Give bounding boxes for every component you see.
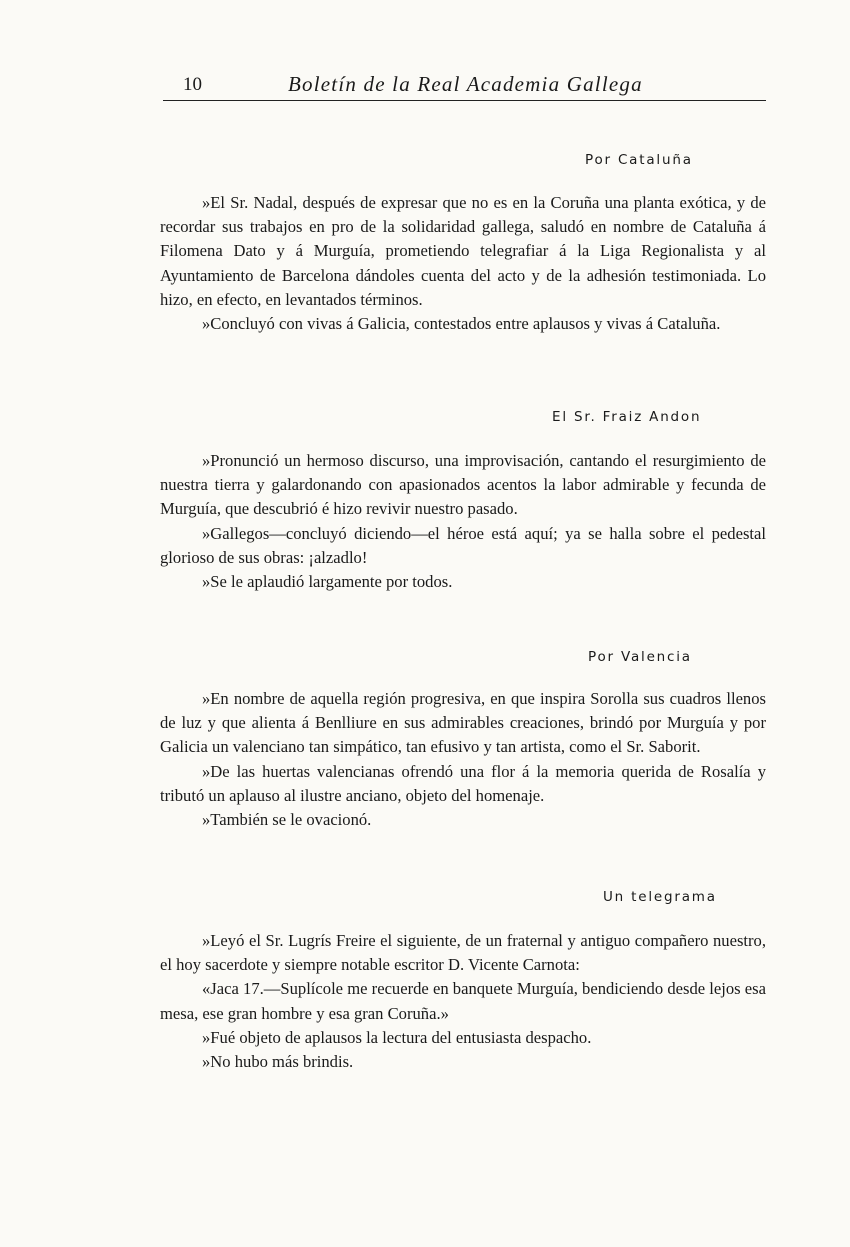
section-body-fraiz-andon bbox=[160, 449, 766, 594]
section-body-cataluna bbox=[160, 191, 766, 336]
section-heading-valencia: Por Valencia bbox=[588, 649, 692, 665]
paragraph: »Pronunció un hermoso discurso, una improvisación, cantando el resurgimiento de nuestra tierra y galardonando con apasionados acentos la labor admirable y fecunda de Murguía, que descubrió é hizo revivir nuestro pasado. bbox=[160, 451, 766, 519]
paragraph: »También se le ovacionó. bbox=[202, 810, 372, 830]
running-title: Boletín de la Real Academia Gallega bbox=[288, 72, 643, 96]
page-header bbox=[163, 70, 766, 101]
paragraph: »Gallegos—concluyó diciendo—el héroe está aquí; ya se halla sobre el pedestal glorioso de sus obras: ¡alzadlo! bbox=[160, 523, 766, 567]
paragraph: »El Sr. Nadal, después de expresar que no es en la Coruña una planta exótica, y de recordar sus trabajos en pro de la solidaridad gallega, saludó en nombre de Cataluña á Filomena Dato y á Murguía, prometiendo telegrafiar á la Liga Regionalista y al Ayuntamiento de Barcelona dándoles cuenta del acto y de la adhesión testimoniada. Lo hizo, en efecto, en levantados términos. bbox=[160, 193, 766, 309]
paragraph: »Fué objeto de aplausos la lectura del entusiasta despacho. bbox=[202, 1027, 592, 1047]
section-heading-telegrama: Un telegrama bbox=[603, 889, 717, 905]
paragraph: »Concluyó con vivas á Galicia, contestados entre aplausos y vivas á Cataluña. bbox=[202, 314, 721, 334]
paragraph: »No hubo más brindis. bbox=[202, 1052, 354, 1072]
section-heading-fraiz-andon: El Sr. Fraiz Andon bbox=[552, 409, 702, 425]
section-heading-cataluna: Por Cataluña bbox=[585, 152, 693, 168]
paragraph: »En nombre de aquella región progresiva, en que inspira Sorolla sus cuadros llenos de luz y que alienta á Benlliure en sus admirables creaciones, brindó por Murguía y por Galicia un valenciano tan simpático, tan efusivo y tan artista, como el Sr. Saborit. bbox=[160, 689, 766, 757]
paragraph: »Leyó el Sr. Lugrís Freire el siguiente, de un fraternal y antiguo compañero nuestro, el hoy sacerdote y siempre notable escritor D. Vicente Carnota: bbox=[160, 931, 766, 975]
section-body-telegrama bbox=[160, 929, 766, 1074]
section-body-valencia bbox=[160, 687, 766, 832]
paragraph: »Se le aplaudió largamente por todos. bbox=[202, 572, 453, 592]
paragraph: «Jaca 17.—Suplícole me recuerde en banquete Murguía, bendiciendo desde lejos esa mesa, ese gran hombre y esa gran Coruña.» bbox=[160, 979, 766, 1023]
paragraph: »De las huertas valencianas ofrendó una flor á la memoria querida de Rosalía y tributó un aplauso al ilustre anciano, objeto del homenaje. bbox=[160, 761, 766, 805]
page-number: 10 bbox=[183, 74, 202, 95]
